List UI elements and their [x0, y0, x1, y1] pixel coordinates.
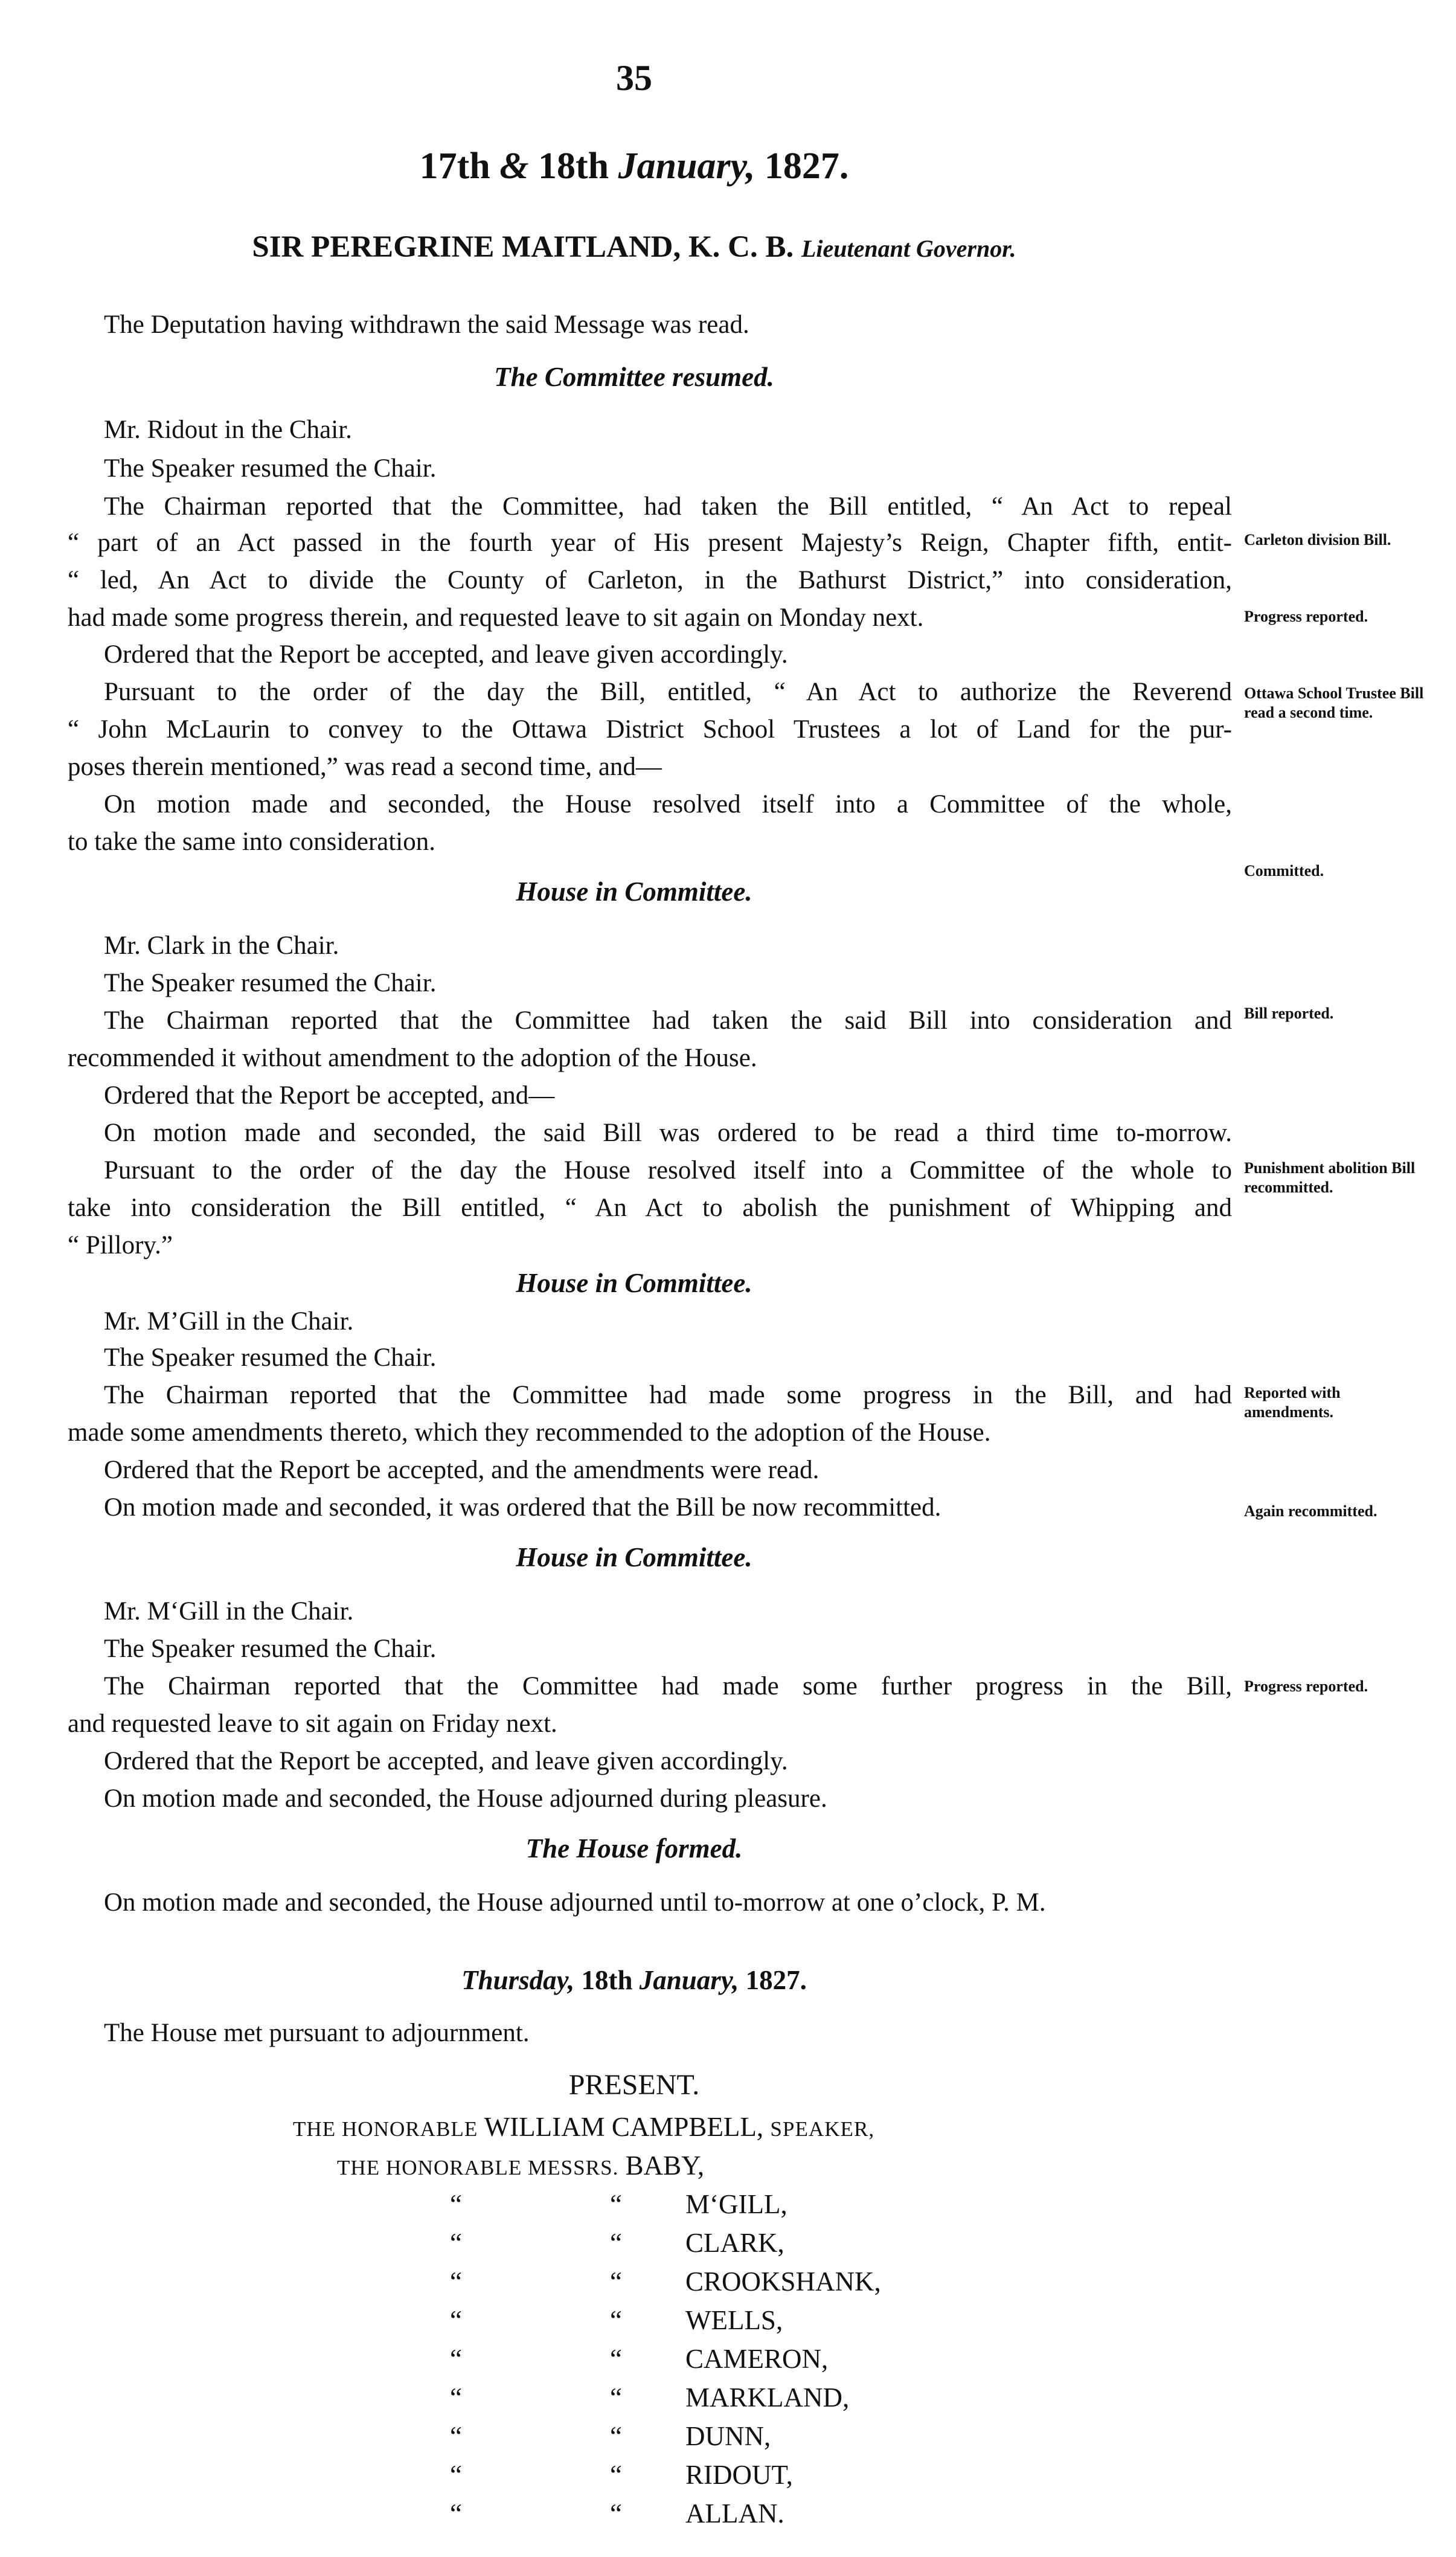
date-title-year: 1827. — [764, 146, 849, 187]
margin-note: Ottawa School Trustee Bill read a second time. — [1244, 684, 1424, 721]
ditto-mark: “ — [450, 2421, 462, 2451]
governor-name: SIR PEREGRINE MAITLAND, K. C. B. — [252, 230, 794, 264]
text-line: “ Pillory.” — [68, 1231, 173, 1259]
member-name: M‘GILL, — [685, 2189, 787, 2219]
text-line: made some amendments thereto, which they recommended to the adoption of the House. — [68, 1418, 991, 1447]
member-name: BABY, — [625, 2150, 705, 2181]
text-line: The House met pursuant to adjournment. — [104, 2019, 530, 2047]
text-line: Ordered that the Report be accepted, and— — [104, 1081, 555, 1110]
text-line: The Chairman reported that the Committee had made some progress in the Bill, and had — [104, 1381, 1232, 1409]
thursday-year: 1827. — [745, 1965, 807, 1995]
ditto-mark: “ — [610, 2305, 622, 2335]
heading-thursday — [0, 1964, 1268, 1996]
member-name: CROOKSHANK, — [685, 2266, 881, 2297]
ditto-mark: “ — [610, 2421, 622, 2451]
text-line: Mr. Clark in the Chair. — [104, 931, 339, 960]
margin-note: Progress reported. — [1244, 1677, 1368, 1695]
member-name: ALLAN. — [685, 2498, 784, 2529]
ditto-mark: “ — [450, 2344, 462, 2374]
ditto-mark: “ — [610, 2189, 622, 2219]
margin-note: Carleton division Bill. — [1244, 531, 1391, 548]
date-title-month: January, — [618, 146, 755, 187]
text-line: Mr. M’Gill in the Chair. — [104, 1307, 354, 1336]
governor-line — [0, 230, 1268, 265]
text-line: and requested leave to sit again on Friday next. — [68, 1709, 557, 1738]
margin-note: Progress reported. — [1244, 608, 1368, 625]
text-line: The Chairman reported that the Committee had taken the said Bill into consideration and — [104, 1006, 1232, 1035]
date-title — [0, 145, 1268, 188]
heading-house-in-committee: House in Committee. — [516, 876, 752, 907]
heading-house-in-committee: House in Committee. — [516, 1542, 752, 1572]
ditto-mark: “ — [450, 2228, 462, 2258]
text-line: Pursuant to the order of the day the House resolved itself into a Committee of the whole to — [104, 1156, 1232, 1185]
text-line: take into consideration the Bill entitled, “ An Act to abolish the punishment of Whipping and — [68, 1194, 1232, 1222]
present-heading: PRESENT. — [568, 2069, 700, 2101]
member-name: MARKLAND, — [685, 2382, 850, 2413]
ditto-mark: “ — [450, 2266, 462, 2297]
margin-note: Bill reported. — [1244, 1005, 1334, 1022]
ditto-mark: “ — [450, 2382, 462, 2413]
margin-note: Again recommitted. — [1244, 1502, 1377, 1520]
ditto-mark: “ — [610, 2228, 622, 2258]
text-line: “ led, An Act to divide the County of Carleton, in the Bathurst District,” into consideration, — [68, 566, 1232, 594]
text-line: On motion made and seconded, the House resolved itself into a Committee of the whole, — [104, 790, 1232, 819]
speaker-name: WILLIAM CAMPBELL, — [484, 2112, 764, 2142]
ditto-mark: “ — [610, 2344, 622, 2374]
ditto-mark: “ — [610, 2498, 622, 2529]
text-line: The Chairman reported that the Committee, had taken the Bill entitled, “ An Act to repeal — [104, 492, 1232, 521]
text-line: The Chairman reported that the Committee had made some further progress in the Bill, — [104, 1672, 1232, 1700]
text-line: On motion made and seconded, the House adjourned during pleasure. — [104, 1784, 827, 1813]
messrs-prefix: THE HONORABLE MESSRS. — [337, 2156, 619, 2179]
margin-note: Reported with amendments. — [1244, 1384, 1341, 1421]
text-line: On motion made and seconded, the House adjourned until to-morrow at one o’clock, P. M. — [104, 1888, 1046, 1917]
heading-committee-resumed: The Committee resumed. — [494, 362, 774, 392]
margin-note: Committed. — [1244, 862, 1324, 880]
text-line: “ John McLaurin to convey to the Ottawa District School Trustees a lot of Land for the pur- — [68, 715, 1232, 744]
text-line: Ordered that the Report be accepted, and leave given accordingly. — [104, 640, 788, 669]
text-line: The Speaker resumed the Chair. — [104, 454, 437, 483]
page-number: 35 — [616, 58, 652, 98]
date-title-amp: & — [499, 146, 529, 187]
text-line: The Speaker resumed the Chair. — [104, 1343, 437, 1372]
heading-house-formed: The House formed. — [525, 1833, 743, 1864]
speaker-title: SPEAKER, — [770, 2117, 875, 2141]
text-line: Pursuant to the order of the day the Bill, entitled, “ An Act to authorize the Reverend — [104, 678, 1232, 706]
date-title-left: 17th — [419, 146, 490, 187]
ditto-mark: “ — [450, 2460, 462, 2490]
ditto-mark: “ — [450, 2189, 462, 2219]
text-line: recommended it without amendment to the adoption of the House. — [68, 1044, 757, 1072]
ditto-mark: “ — [610, 2382, 622, 2413]
text-line: Mr. Ridout in the Chair. — [104, 416, 352, 444]
paragraph-deputation: The Deputation having withdrawn the said Message was read. — [104, 310, 749, 339]
text-line: “ part of an Act passed in the fourth year of His present Majesty’s Reign, Chapter fifth, entit- — [68, 529, 1232, 557]
text-line: Ordered that the Report be accepted, and the amendments were read. — [104, 1456, 819, 1484]
thursday-day: Thursday, — [461, 1965, 575, 1995]
text-line: On motion made and seconded, it was ordered that the Bill be now recommitted. — [104, 1493, 941, 1522]
member-name: CLARK, — [685, 2228, 784, 2258]
member-name: CAMERON, — [685, 2344, 829, 2374]
date-title-right: 18th — [537, 146, 609, 187]
ditto-mark: “ — [450, 2305, 462, 2335]
heading-house-in-committee: House in Committee. — [516, 1268, 752, 1298]
present-speaker-row — [293, 2111, 874, 2146]
member-name: WELLS, — [685, 2305, 783, 2335]
honorable-prefix: THE HONORABLE — [293, 2117, 478, 2141]
present-messrs-row — [337, 2149, 704, 2184]
thursday-date: 18th — [581, 1965, 633, 1995]
text-line: The Speaker resumed the Chair. — [104, 1635, 437, 1663]
text-line: Mr. M‘Gill in the Chair. — [104, 1597, 354, 1626]
text-line: to take the same into consideration. — [68, 828, 435, 856]
member-name: RIDOUT, — [685, 2460, 793, 2490]
text-line: The Speaker resumed the Chair. — [104, 969, 437, 997]
text-line: On motion made and seconded, the said Bill was ordered to be read a third time to-morrow. — [104, 1119, 1232, 1147]
thursday-month: January, — [639, 1965, 739, 1995]
member-name: DUNN, — [685, 2421, 771, 2451]
ditto-mark: “ — [610, 2460, 622, 2490]
ditto-mark: “ — [450, 2498, 462, 2529]
text-line: Ordered that the Report be accepted, and leave given accordingly. — [104, 1747, 788, 1775]
text-line: poses therein mentioned,” was read a second time, and— — [68, 753, 662, 781]
ditto-mark: “ — [610, 2266, 622, 2297]
margin-note: Punishment abolition Bill recommitted. — [1244, 1159, 1416, 1196]
text-line: had made some progress therein, and requested leave to sit again on Monday next. — [68, 603, 924, 632]
governor-title: Lieutenant Governor. — [801, 235, 1016, 262]
